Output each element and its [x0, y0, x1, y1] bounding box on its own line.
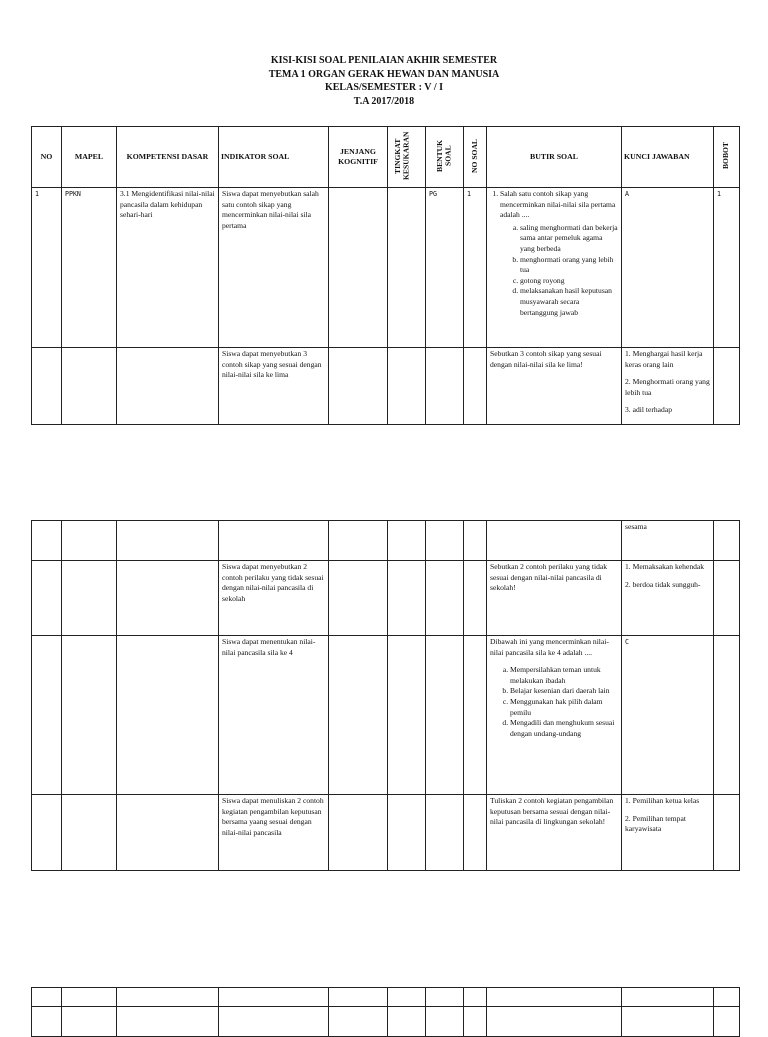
table-row — [32, 348, 740, 425]
header-mapel: MAPEL — [62, 127, 117, 188]
option-d: d. Mengadili dan menghukum sesuai dengan undang-undang — [510, 718, 618, 739]
cell-indikator: Siswa dapat menyebutkan 3 contoh sikap yang sesuai dengan nilai-nilai sila ke lima — [219, 348, 329, 425]
header-kunci-jawaban: KUNCI JAWABAN — [622, 127, 714, 188]
title-line-1: KISI-KISI SOAL PENILAIAN AKHIR SEMESTER — [270, 55, 498, 66]
table-row — [32, 188, 740, 348]
cell-butir-soal: Sebutkan 2 contoh perilaku yang tidak sesuai dengan nilai-nilai pancasila di sekolah! — [487, 561, 622, 636]
cell-kunci: sesama — [622, 521, 714, 561]
cell-tingkat — [388, 188, 426, 348]
question-item — [500, 189, 618, 318]
table-row — [32, 988, 740, 1007]
cell-jenjang — [329, 188, 388, 348]
option-b: b. menghormati orang yang lebih tua — [520, 255, 618, 276]
table-row — [32, 1007, 740, 1037]
answer-line: 1. Menghargai hasil kerja keras orang lain — [625, 349, 703, 369]
cell-indikator: Siswa dapat menyebutkan 2 contoh perilaku yang tidak sesuai dengan nilai-nilai pancasila di sekolah — [219, 561, 329, 636]
answer-line: 1. Pemilihan ketua kelas — [625, 796, 700, 805]
cell-indikator: Siswa dapat menuliskan 2 contoh kegiatan pengambilan keputusan bersama yaang sesuai dengan nilai-nilai pancasila — [219, 795, 329, 871]
cell-kunci — [622, 561, 714, 636]
option-c: c. gotong royong — [520, 276, 618, 287]
header-no-soal: NO SOAL — [464, 127, 487, 188]
option-d: d. melaksanakan hasil keputusan musyawarah secara bertanggung jawab — [520, 286, 618, 318]
answer-line: 1. Memaksakan kehendak — [625, 562, 705, 571]
answer-line: 2. Pemilihan tempat karyawisata — [625, 813, 686, 834]
cell-kunci — [622, 795, 714, 871]
option-a: a. saling menghormati dan bekerja sama antar pemeluk agama yang berbeda — [520, 223, 618, 255]
question-text: Dibawah ini yang mencerminkan nilai-nilai pancasila sila ke 4 adalah .... — [490, 637, 609, 657]
cell-mapel: PPKN — [62, 188, 117, 348]
cell-bobot: 1 — [714, 188, 740, 348]
option-c: c. Menggunakan hak pilih dalam pemilu — [510, 697, 618, 718]
cell-butir-soal: Tuliskan 2 contoh kegiatan pengambilan keputusan bersama sesuai dengan nilai-nilai pancasila di lingkungan sekolah! — [487, 795, 622, 871]
document-title — [0, 54, 768, 108]
option-a: a. Mempersilahkan teman untuk melakukan ibadah — [510, 665, 618, 686]
cell-butir-soal — [487, 188, 622, 348]
header-butir-soal: BUTIR SOAL — [487, 127, 622, 188]
cell-bentuk: PG — [426, 188, 464, 348]
answer-line: 3. adil terhadap — [625, 405, 673, 415]
title-line-4: T.A 2017/2018 — [353, 95, 415, 107]
cell-kunci — [622, 348, 714, 425]
header-bentuk-soal: BENTUK SOAL — [426, 127, 464, 188]
table-row — [32, 561, 740, 636]
cell-butir-soal — [487, 636, 622, 795]
cell-kunci: C — [622, 636, 714, 795]
title-line-2: TEMA 1 ORGAN GERAK HEWAN DAN MANUSIA — [268, 68, 500, 80]
answer-line: 2. Menghormati orang yang lebih tua — [625, 377, 710, 397]
table-row — [32, 521, 740, 561]
kisi-kisi-table-page-3 — [31, 987, 740, 1037]
header-bobot: BOBOT — [714, 127, 740, 188]
header-tingkat-kesukaran: TINGKAT KESUKARAN — [388, 127, 426, 188]
question-text: Salah satu contoh sikap yang mencerminkan nilai-nilai sila pertama adalah .... — [500, 189, 616, 220]
kisi-kisi-table-page-2 — [31, 520, 740, 871]
cell-indikator: Siswa dapat menyebutkan salah satu contoh sikap yang mencerminkan nilai-nilai sila pertama — [219, 188, 329, 348]
cell-kunci: A — [622, 188, 714, 348]
table-row — [32, 795, 740, 871]
header-row — [32, 127, 740, 188]
header-no: NO — [32, 127, 62, 188]
table-row — [32, 636, 740, 795]
header-kompetensi-dasar: KOMPETENSI DASAR — [117, 127, 219, 188]
cell-no-soal: 1 — [464, 188, 487, 348]
cell-no: 1 — [32, 188, 62, 348]
kisi-kisi-table-page-1 — [31, 126, 740, 425]
title-line-3: KELAS/SEMESTER : V / I — [324, 82, 443, 93]
option-b: b. Belajar kesenian dari daerah lain — [510, 686, 618, 697]
header-jenjang-kognitif: JENJANG KOGNITIF — [329, 127, 388, 188]
cell-kompetensi-dasar: 3.1 Mengidentifikasi nilai-nilai pancasila dalam kehidupan sehari-hari — [117, 188, 219, 348]
cell-butir-soal: Sebutkan 3 contoh sikap yang sesuai dengan nilai-nilai sila ke lima! — [487, 348, 622, 425]
header-indikator-soal: INDIKATOR SOAL — [219, 127, 329, 188]
answer-line: 2. berdoa tidak sungguh- — [625, 579, 701, 589]
cell-indikator: Siswa dapat menentukan nilai-nilai pancasila sila ke 4 — [219, 636, 329, 795]
